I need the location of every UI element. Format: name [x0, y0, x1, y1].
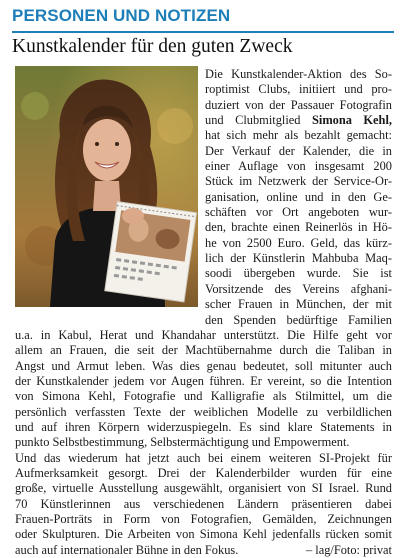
article-body-text [15, 328, 392, 558]
text-line: soodi übergeben wurde. Sie ist [205, 266, 392, 281]
text-line: der Kunstkalender jedem vor Augen führen. Er vereint, so die Intention [15, 374, 392, 389]
text-line: einer Auflage von insgesamt 200 [205, 159, 392, 174]
text-line: Der Verkauf der Kalender, die in [205, 143, 392, 158]
text-line: scher Frauen in München, der mit [205, 297, 392, 312]
text-line: ganisation, online und in den Ge- [205, 189, 392, 204]
text-line: u.a. in Kabul, Herat und Khandahar unterstützt. Die Hilfe geht vor [15, 328, 392, 342]
article-photo [15, 66, 198, 307]
text-line [205, 113, 392, 128]
text-line: den Spenden bedürftige Familien [205, 312, 392, 327]
text-line: allem an Frauen, die seit der Machtübernahme durch die Taliban in [15, 343, 392, 358]
photo-credit: – lag/Foto: privat [305, 542, 392, 557]
text-line: punkto Selbstbestimmung, Selbstermächtigung und Empowerment. [15, 435, 350, 450]
text-line: Stück im Netzwerk der Service-Or- [205, 174, 392, 189]
article-column-text [205, 67, 392, 328]
text-line: und auf ihren Körpern widerzuspiegeln. Es sind klare Statements in [15, 420, 392, 435]
text-line: Vorsitzende des Vereins afghani- [205, 281, 392, 296]
text-line: Und das wiederum hat jetzt auch bei einem weiteren SI-Projekt für [15, 450, 392, 465]
section-header: PERSONEN UND NOTIZEN [12, 6, 231, 25]
text-line: lich der Künstlerin Mahbuba Maq- [205, 251, 392, 266]
text-line [15, 543, 392, 558]
photo-illustration [15, 66, 198, 307]
text-line: den, brachte einen Reinerlös in Hö- [205, 220, 392, 235]
text-line: Aufmerksamkeit gesorgt. Drei der Kalenderbilder wurden für eine [15, 466, 392, 481]
text-line: roptimist Clubs, initiiert und pro- [205, 82, 392, 97]
text-line: von Simona Kehl, Fotografie und Kalligrafie als Stilmittel, um die [15, 389, 392, 404]
text-line: große, virtuelle Ausstellung ausgewählt, organisiert von SI Israel. Rund [15, 481, 392, 496]
text-fragment: und Clubmitglied [205, 113, 312, 128]
text-line: persönlich verfassten Texte der weiblichen Modelle zu verbildlichen [15, 404, 392, 419]
text-line: oder Skulpturen. Die Arbeiten von Simona Kehl jedenfalls rücken somit [15, 527, 392, 542]
section-rule [12, 31, 394, 33]
text-line: schäften vor Ort angeboten wur- [205, 205, 392, 220]
photographer-name: Simona Kehl, [311, 113, 392, 128]
text-line: Frauen-Porträts in Form von Fotografien, Gemälden, Zeichnungen [15, 512, 392, 527]
text-line: Die Kunstkalender-Aktion des So- [205, 67, 392, 81]
text-fragment: auch auf internationaler Bühne in den Fokus. [15, 542, 239, 557]
text-line: duziert von der Passauer Fotografin [205, 97, 392, 112]
article-headline: Kunstkalender für den guten Zweck [12, 36, 293, 57]
text-line: Angst und Armut leben. Was dies genau bedeutet, soll mitunter auch [15, 358, 392, 373]
text-line: 70 Künstlerinnen aus verschiedenen Ländern präsentieren dabei [15, 496, 392, 511]
text-line: he von 2500 Euro. Geld, das kürz- [205, 235, 392, 250]
text-line: hat sich mehr als bezahlt gemacht: [205, 128, 392, 143]
